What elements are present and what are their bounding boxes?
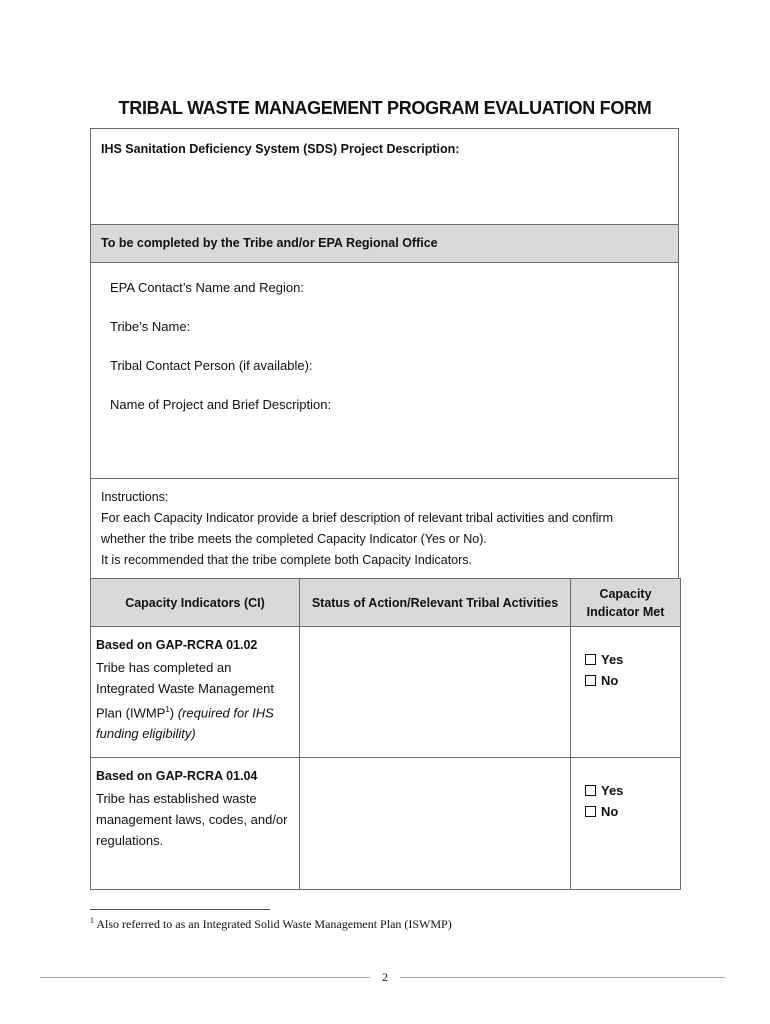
checkbox-icon[interactable] xyxy=(585,675,596,686)
project-description-section[interactable] xyxy=(90,128,679,225)
no-label: No xyxy=(601,673,619,688)
header-indicator-met-line2: Indicator Met xyxy=(586,604,665,619)
footnote-text: Also referred to as an Integrated Solid Waste Management Plan (ISWMP) xyxy=(96,917,452,931)
ci-heading: Based on GAP-RCRA 01.04 xyxy=(96,769,258,783)
completion-band-label: To be completed by the Tribe and/or EPA Regional Office xyxy=(101,236,438,250)
header-indicator-met-line1: Capacity xyxy=(599,586,652,601)
checkbox-icon[interactable] xyxy=(585,785,596,796)
completion-band xyxy=(90,224,679,263)
instructions-line: For each Capacity Indicator provide a brief description of relevant tribal activities and confirm xyxy=(101,511,614,525)
footnote-ref: 1 xyxy=(165,705,170,714)
checkbox-icon[interactable] xyxy=(585,806,596,817)
ci-description: Tribe has established waste management laws, codes, and/or regulations. xyxy=(96,791,288,848)
tribal-contact-field[interactable]: Tribal Contact Person (if available): xyxy=(110,358,313,373)
header-indicator-met xyxy=(571,579,681,627)
ci-description-close: ) xyxy=(169,705,178,721)
epa-contact-field[interactable]: EPA Contact’s Name and Region: xyxy=(110,280,304,295)
ci-cell-gap-rcra-0104 xyxy=(91,758,300,890)
tribe-name-field[interactable]: Tribe’s Name: xyxy=(110,319,191,334)
ci-note: (required for IHS funding eligibility) xyxy=(96,705,274,742)
header-capacity-indicators: Capacity Indicators (CI) xyxy=(91,579,300,627)
table-row xyxy=(91,627,681,758)
contact-fields-section xyxy=(90,262,679,479)
page-rule-right xyxy=(400,977,725,978)
project-description-label: IHS Sanitation Deficiency System (SDS) Project Description: xyxy=(101,142,460,156)
instructions-section xyxy=(90,478,679,579)
ci-heading: Based on GAP-RCRA 01.02 xyxy=(96,638,258,652)
footnote-separator xyxy=(90,909,270,910)
no-label: No xyxy=(601,804,619,819)
yes-no-options xyxy=(571,758,680,822)
table-row xyxy=(91,758,681,890)
yes-label: Yes xyxy=(601,783,624,798)
footnote-marker: 1 xyxy=(90,916,94,925)
table-header-row xyxy=(91,579,681,627)
header-status-of-action: Status of Action/Relevant Tribal Activities xyxy=(300,579,571,627)
page-number: 2 xyxy=(382,970,388,984)
yes-no-options xyxy=(571,627,680,691)
status-input-cell[interactable] xyxy=(300,758,571,890)
project-name-field[interactable]: Name of Project and Brief Description: xyxy=(110,397,332,412)
ci-description: Tribe has completed an Integrated Waste Management Plan (IWMP xyxy=(96,660,275,721)
no-option[interactable] xyxy=(585,801,680,822)
ci-cell-gap-rcra-0102 xyxy=(91,627,300,758)
capacity-indicators-table xyxy=(90,578,681,890)
yes-label: Yes xyxy=(601,652,624,667)
footnote xyxy=(90,916,452,932)
form-title: TRIBAL WASTE MANAGEMENT PROGRAM EVALUATION FORM xyxy=(118,98,652,118)
instructions-heading: Instructions: xyxy=(101,490,169,504)
instructions-line: It is recommended that the tribe complete both Capacity Indicators. xyxy=(101,553,473,567)
indicator-met-cell xyxy=(571,758,681,890)
no-option[interactable] xyxy=(585,670,680,691)
status-input-cell[interactable] xyxy=(300,627,571,758)
instructions-line: whether the tribe meets the completed Capacity Indicator (Yes or No). xyxy=(101,532,487,546)
yes-option[interactable] xyxy=(585,780,680,801)
yes-option[interactable] xyxy=(585,649,680,670)
checkbox-icon[interactable] xyxy=(585,654,596,665)
indicator-met-cell xyxy=(571,627,681,758)
page-rule-left xyxy=(40,977,370,978)
